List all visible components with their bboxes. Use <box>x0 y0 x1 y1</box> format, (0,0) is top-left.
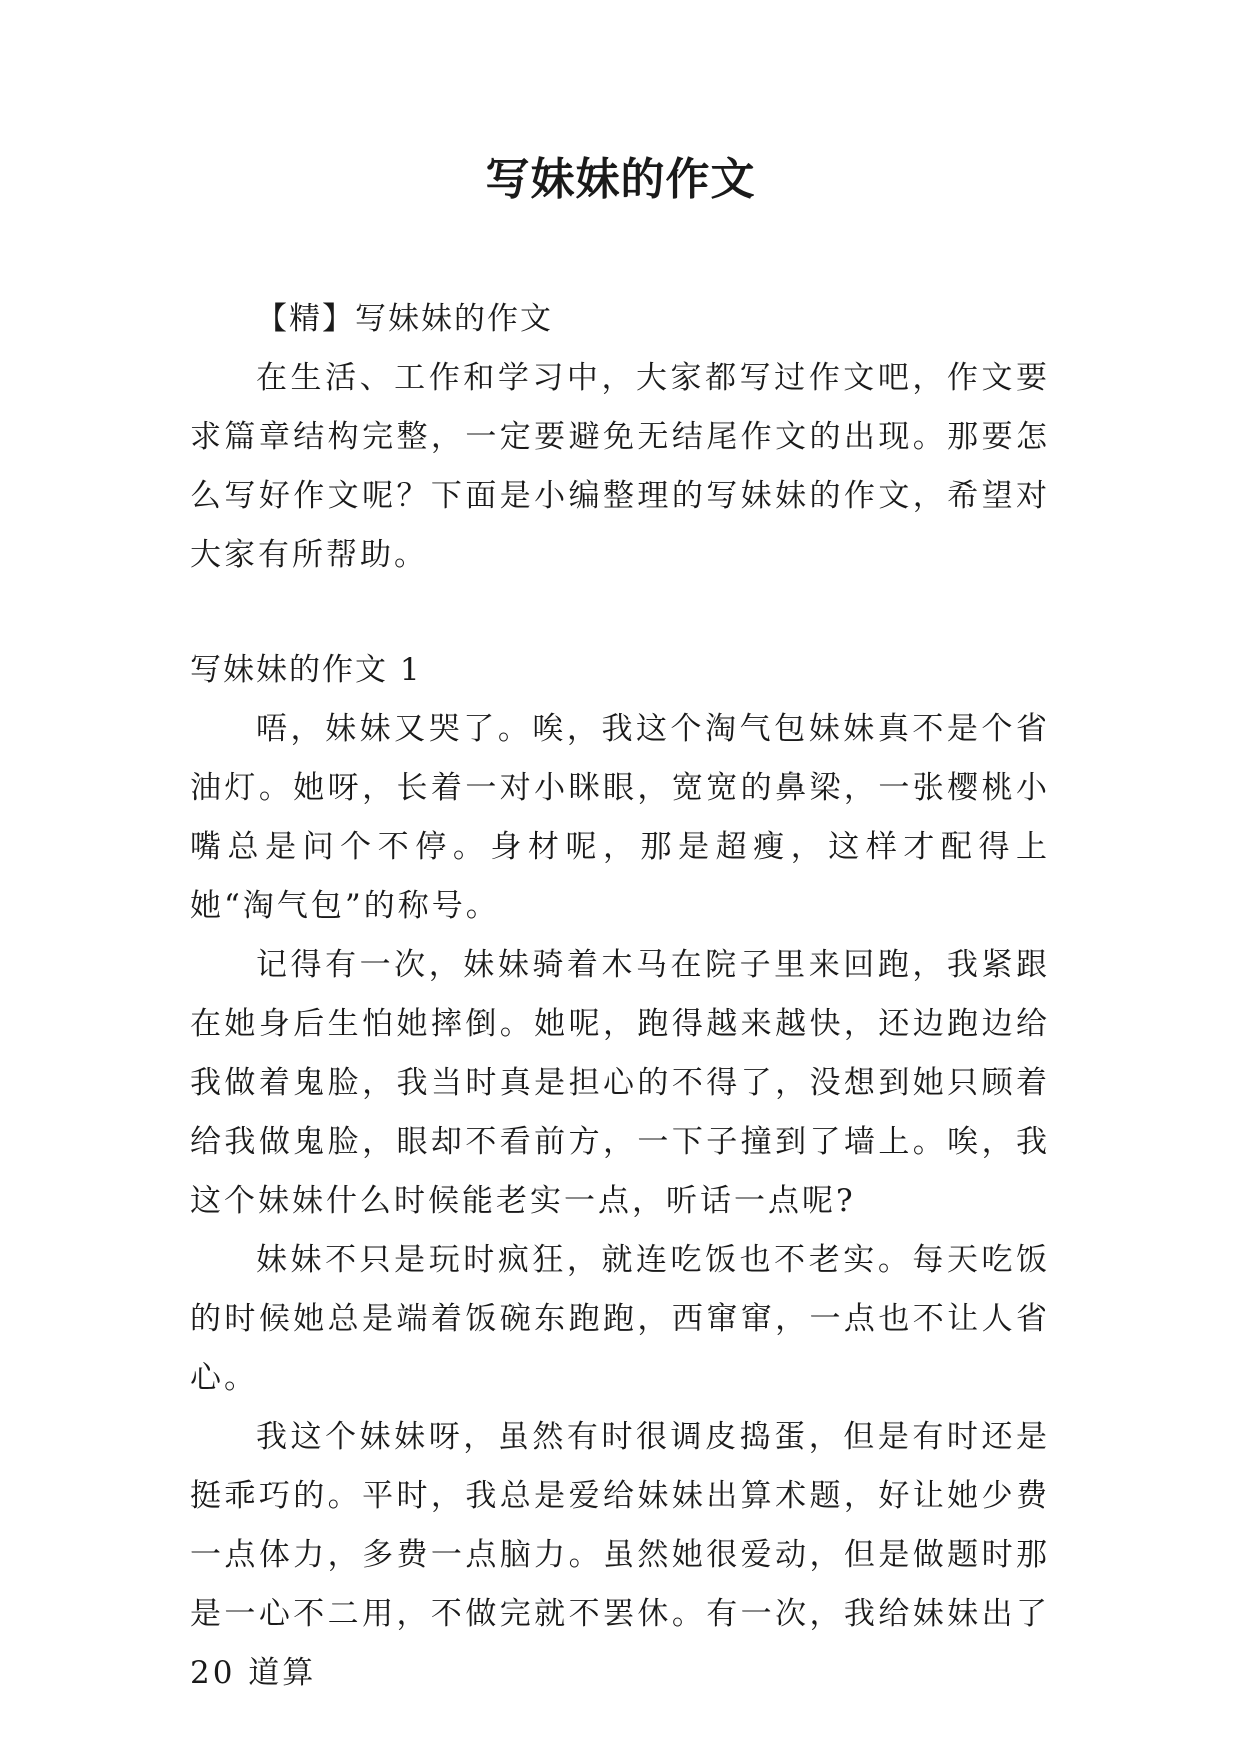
intro-paragraph: 在生活、工作和学习中，大家都写过作文吧，作文要求篇章结构完整，一定要避免无结尾作文的出现。那要怎么写好作文呢？下面是小编整理的写妹妹的作文，希望对大家有所帮助。 <box>190 360 1050 573</box>
essay-paragraph: 记得有一次，妹妹骑着木马在院子里来回跑，我紧跟在她身后生怕她摔倒。她呢，跑得越来越快，还边跑边给我做着鬼脸，我当时真是担心的不得了，没想到她只顾着给我做鬼脸，眼却不看前方，一下子撞到了墙上。唉，我这个妹妹什么时候能老实一点，听话一点呢? <box>190 947 1050 1219</box>
essay-paragraph: 我这个妹妹呀，虽然有时很调皮捣蛋，但是有时还是挺乖巧的。平时，我总是爱给妹妹出算术题，好让她少费一点体力，多费一点脑力。虽然她很爱动，但是做题时那是一心不二用，不做完就不罢休。有一次，我给妹妹出了 20 道算 <box>190 1419 1050 1691</box>
essay-paragraph: 妹妹不只是玩时疯狂，就连吃饭也不老实。每天吃饭的时候她总是端着饭碗东跑跑，西窜窜，一点也不让人省心。 <box>190 1242 1050 1396</box>
document-title: 写妹妹的作文 <box>485 154 756 205</box>
essay-paragraph: 唔，妹妹又哭了。唉，我这个淘气包妹妹真不是个省油灯。她呀，长着一对小眯眼，宽宽的鼻梁，一张樱桃小嘴总是问个不停。身材呢，那是超瘦，这样才配得上她“淘气包”的称号。 <box>190 711 1050 924</box>
section-gap <box>190 585 1050 641</box>
document-body <box>190 290 1050 1703</box>
document-subtitle: 【精】写妹妹的作文 <box>256 301 553 337</box>
section-heading: 写妹妹的作文 1 <box>190 652 422 688</box>
